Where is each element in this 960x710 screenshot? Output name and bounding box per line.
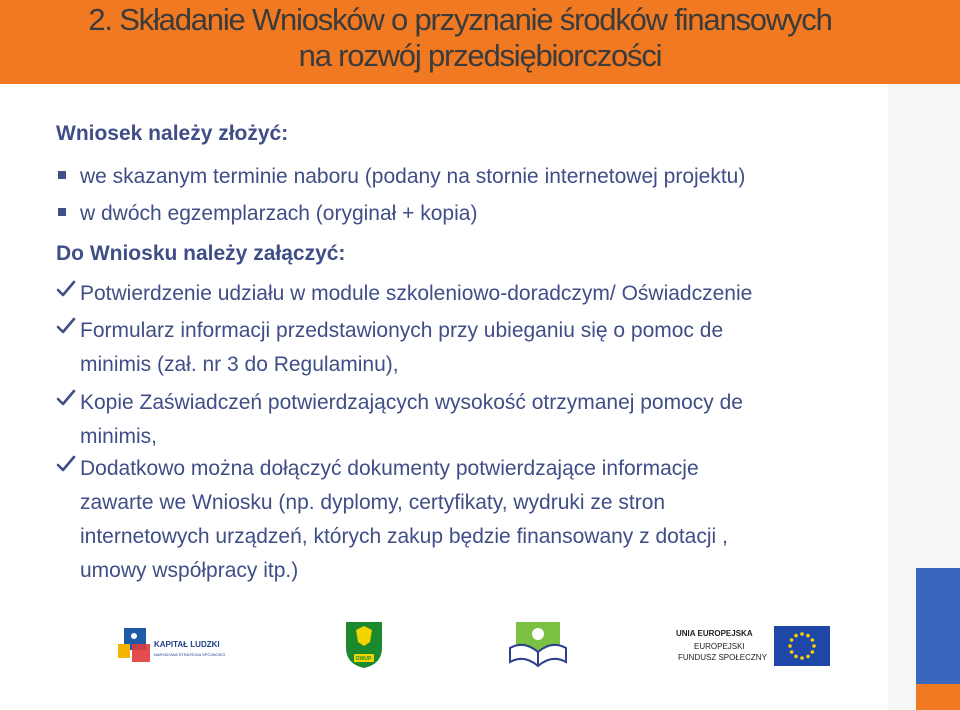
check-item-text-continued: internetowych urządzeń, których zakup będzie finansowany z dotacji , xyxy=(80,525,728,548)
check-item-text: Dodatkowo można dołączyć dokumenty potwierdzające informacje xyxy=(80,457,699,480)
blue-decor-block xyxy=(916,568,960,684)
check-item-text-continued: minimis (zał. nr 3 do Regulaminu), xyxy=(80,353,399,376)
kapital-ludzki-logo xyxy=(110,614,244,680)
slide-title-line-1: 2. Składanie Wniosków o przyznanie środków finansowych xyxy=(88,2,832,37)
section-heading-attach: Do Wniosku należy załączyć: xyxy=(56,242,346,265)
dwup-shield-icon xyxy=(344,620,384,670)
check-item-text-continued: zawarte we Wniosku (np. dyplomy, certyfikaty, wydruki ze stron xyxy=(80,491,666,514)
checkmark-icon xyxy=(56,388,76,408)
bullet-item xyxy=(58,202,477,226)
checkmark-icon xyxy=(56,454,76,474)
bullet-text: w dwóch egzemplarzach (oryginał + kopia) xyxy=(80,202,478,225)
bullet-text: we skazanym terminie naboru (podany na stornie internetowej projektu) xyxy=(80,165,746,188)
check-item-text: Formularz informacji przedstawionych przy ubieganiu się o pomoc de xyxy=(80,319,724,342)
check-item-text-continued: minimis, xyxy=(80,425,157,448)
orange-decor-block xyxy=(916,684,960,710)
dwup-logo xyxy=(344,620,384,670)
square-bullet-icon xyxy=(58,171,66,179)
dwup-label: DWUP xyxy=(356,656,372,662)
kapital-ludzki-sub: NARODOWA STRATEGIA SPÓJNOŚCI xyxy=(154,652,226,657)
book-logo xyxy=(508,622,568,668)
ue-line-2: EUROPEJSKI xyxy=(694,642,745,651)
square-bullet-icon xyxy=(58,208,66,216)
eu-flag-icon xyxy=(774,626,830,666)
kapital-ludzki-name: KAPITAŁ LUDZKI xyxy=(154,640,220,649)
checkmark-icon xyxy=(56,279,76,299)
check-item-text-continued: umowy współpracy itp.) xyxy=(80,559,299,582)
ue-line-1: UNIA EUROPEJSKA xyxy=(676,629,753,638)
bullet-item xyxy=(58,165,745,189)
check-item-text: Potwierdzenie udziału w module szkoleniowo-doradczym/ Oświadczenie xyxy=(80,282,753,305)
section-heading-submit: Wniosek należy złożyć: xyxy=(56,122,289,145)
check-item-text: Kopie Zaświadczeń potwierdzających wysokość otrzymanej pomocy de xyxy=(80,391,743,414)
slide-title-line-2: na rozwój przedsiębiorczości xyxy=(298,38,662,73)
ue-line-3: FUNDUSZ SPOŁECZNY xyxy=(678,653,767,662)
ue-efs-logo xyxy=(676,624,830,674)
checkmark-icon xyxy=(56,316,76,336)
open-book-icon xyxy=(508,622,568,668)
